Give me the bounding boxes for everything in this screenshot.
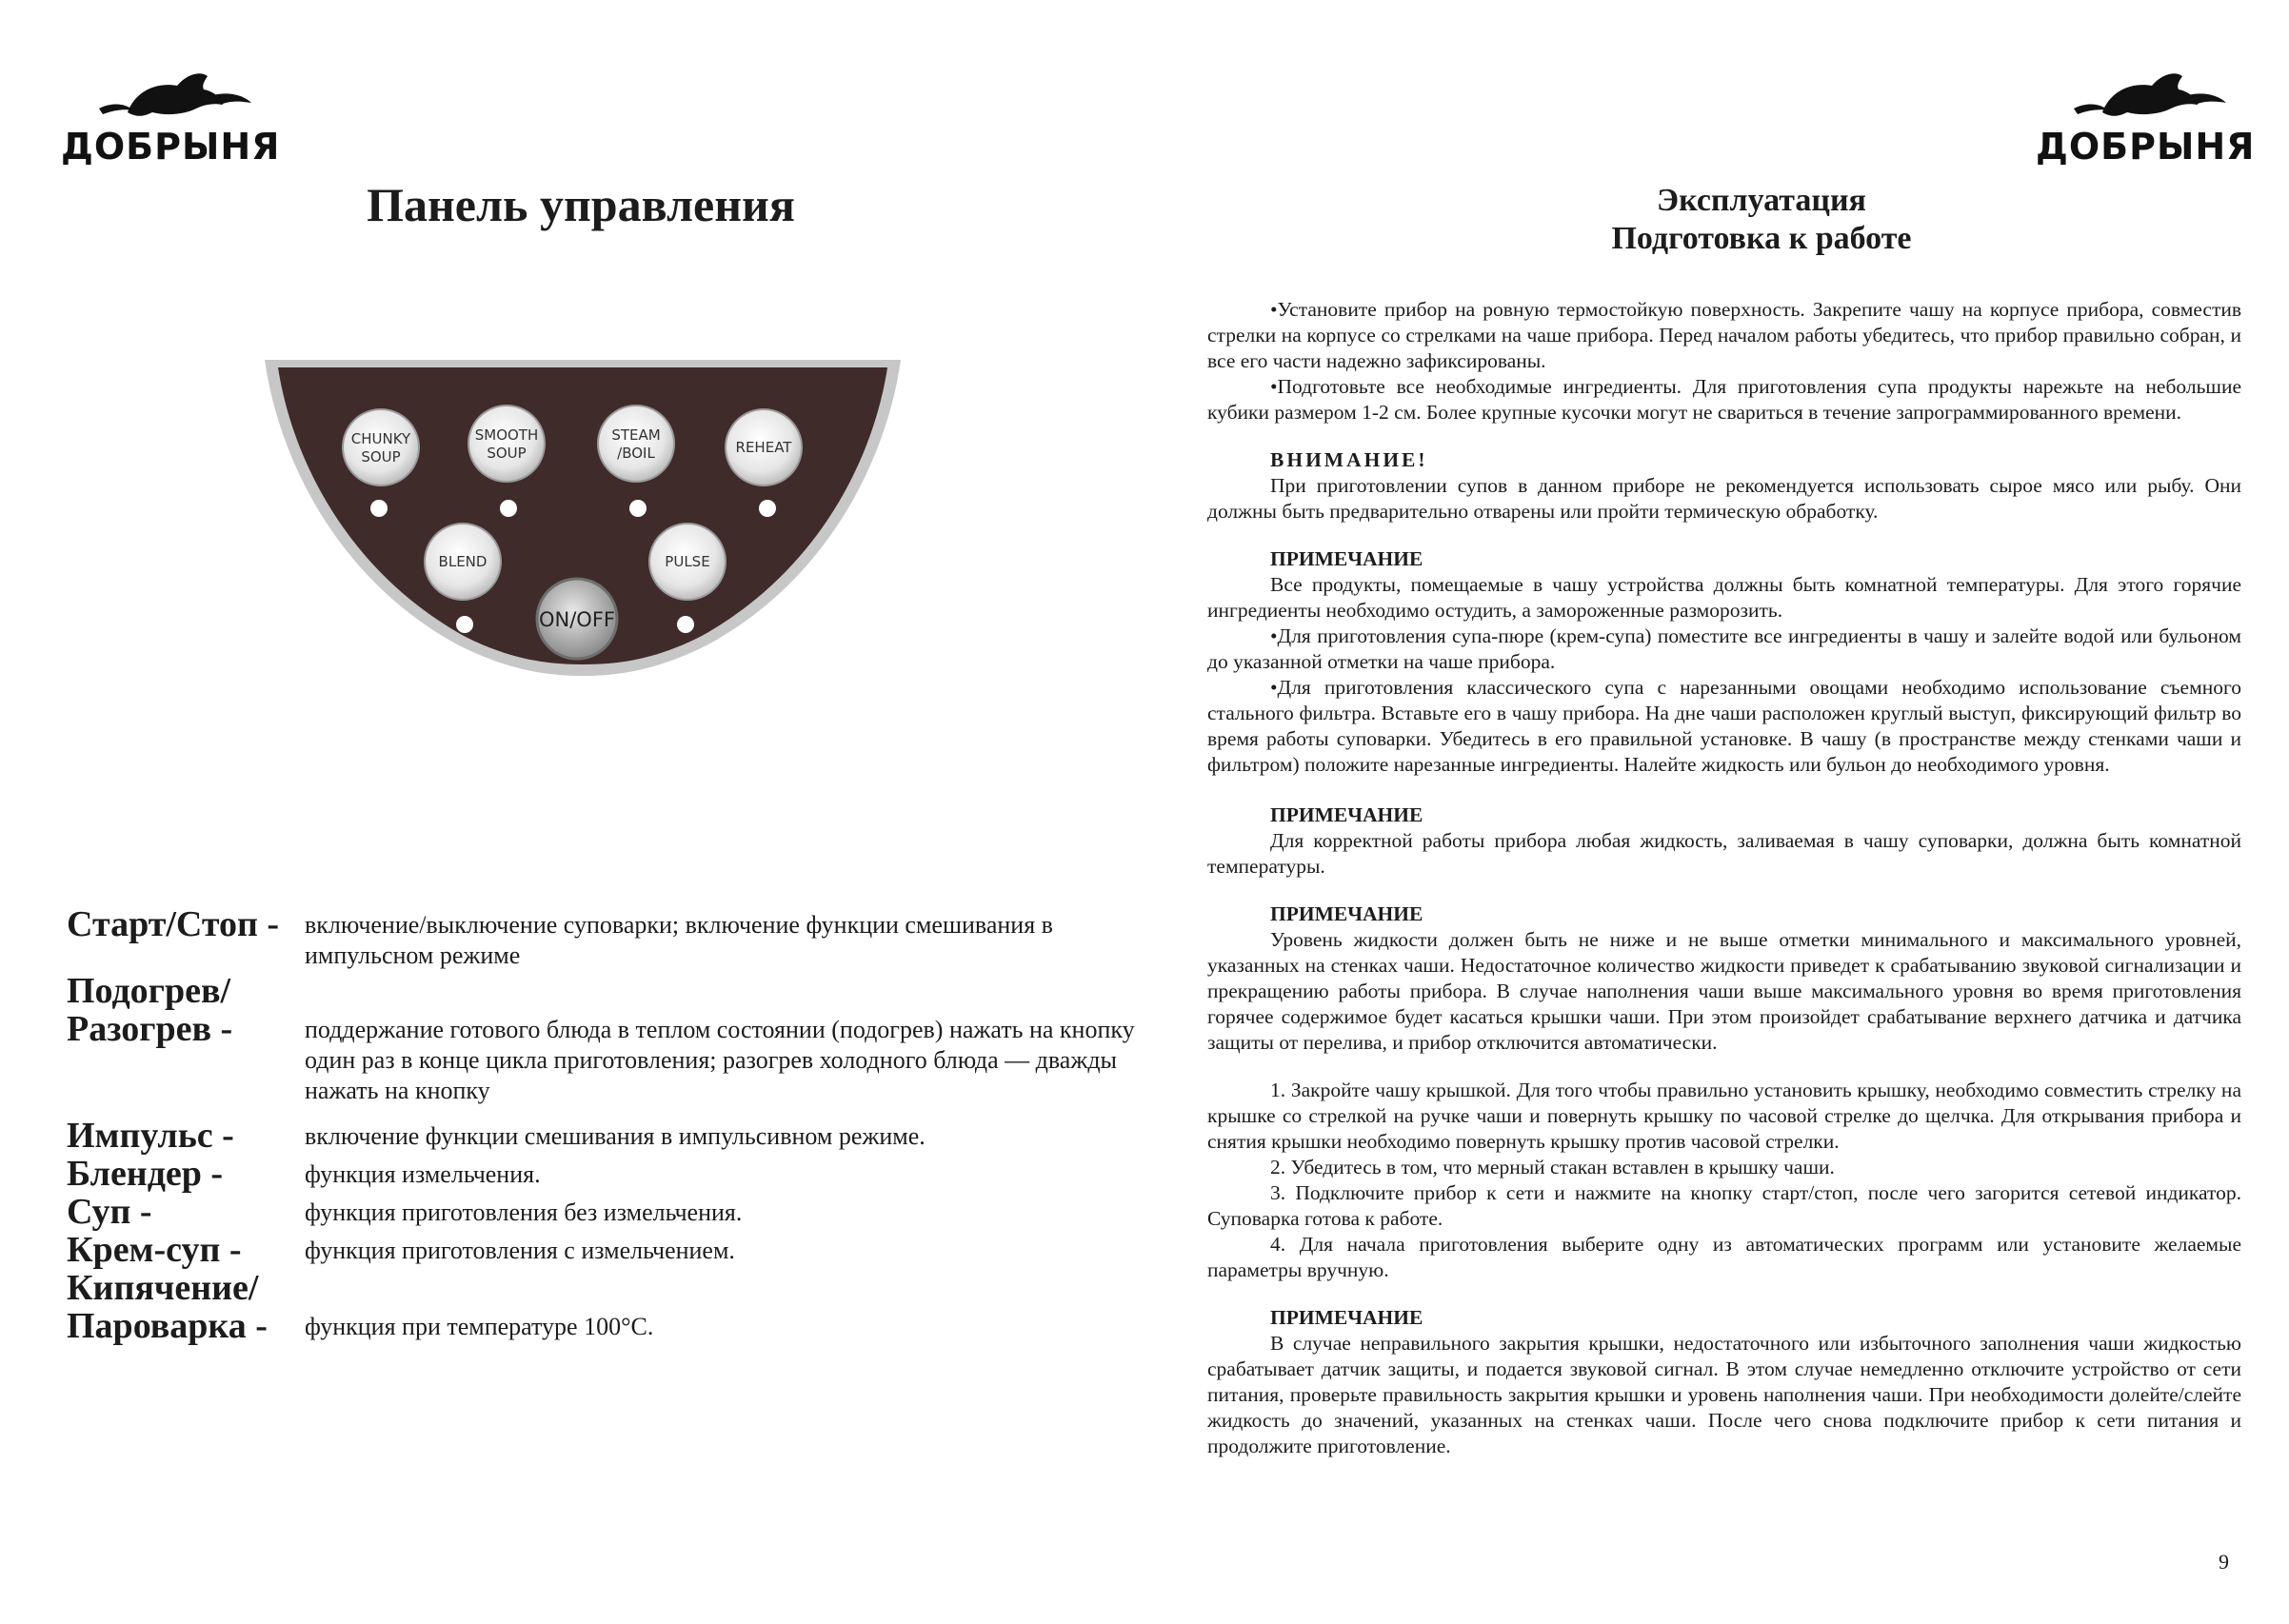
function-item [67,1230,1114,1268]
paragraph: В случае неправильного закрытия крышки, недостаточного или избыточного заполнения чаши жидкостью срабатывает датчик защиты, и подается звуковой сигнал. В этом случае немедленно отключите устройство от сети питания, проверьте правильность закрытия крышки и уровень наполнения чаши. При необходимости долейте/слейте жидкость до значений, указанных на стенках чаши. После чего снова подключите прибор к сети питания и продолжите приготовление. [1207,1332,2241,1457]
indicator-light [370,500,388,517]
paragraph: При приготовлении супов в данном приборе не рекомендуется использовать сырое мясо или рыбу. Они должны быть предварительно отварены или пройти термическую обработку. [1207,474,2241,523]
function-term: Кипячение/ [67,1268,259,1308]
function-description: поддержание готового блюда в теплом состоянии (подогрев) нажать на кнопку один раз в конце цикла приготовления; разогрев холодного блюда — дважды нажать на кнопку [305,1016,1135,1104]
page-number: 9 [2219,1550,2229,1574]
chunky-soup-button[interactable] [343,409,419,485]
page-title-left: Панель управления [367,178,795,231]
indicator-light [759,500,776,517]
button-label: REHEAT [735,439,792,456]
reheat-button[interactable] [726,409,802,485]
note-heading: ПРИМЕЧАНИЕ [1270,547,1423,570]
section-title: Эксплуатация [1657,183,1866,218]
paragraph: Для корректной работы прибора любая жидкость, заливаемая в чашу суповарки, должна быть комнатной температуры. [1207,829,2241,878]
button-label: BLEND [438,553,488,570]
brand-logo-right [2036,53,2256,168]
indicator-light [677,616,694,633]
smooth-soup-button[interactable] [468,406,545,482]
function-description: функция приготовления без измельчения. [305,1198,743,1226]
function-term: Крем-суп - [67,1230,242,1270]
function-term: Старт/Стоп - [67,904,280,944]
step-item: 2. Убедитесь в том, что мерный стакан вставлен в крышку чаши. [1270,1156,1835,1178]
function-item [67,904,1114,971]
function-list [67,904,1135,1346]
note-heading: ПРИМЕЧАНИЕ [1270,1306,1423,1329]
function-term: Подогрев/ [67,971,231,1011]
steam-boil-button[interactable] [598,406,674,482]
paragraph: •Установите прибор на ровную термостойкую поверхность. Закрепите чашу на корпусе прибора, совместив стрелки на корпусе со стрелками на чаше прибора. Перед началом работы убедитесь, что прибор правильно собран, и все его части надежно зафиксированы. [1207,298,2241,372]
note-heading: ПРИМЕЧАНИЕ [1270,902,1423,925]
warning-heading: ВНИМАНИЕ! [1270,448,1428,471]
section-subtitle: Подготовка к работе [1611,221,1912,256]
button-label: ON/OFF [538,608,616,631]
function-item [67,1009,1135,1116]
function-term: Блендер - [67,1154,224,1194]
button-label: SMOOTH [474,426,539,444]
step-item: 3. Подключите прибор к сети и нажмите на кнопку старт/стоп, после чего загорится сетевой индикатор. Суповарка готова к работе. [1207,1181,2241,1230]
pulse-button[interactable] [649,524,726,600]
button-label: SOUP [361,448,401,465]
brand-logo-left [61,53,281,168]
step-item: 4. Для начала приготовления выберите одну из автоматических программ или установите желаемые параметры вручную. [1207,1233,2241,1281]
function-item [67,1154,1114,1192]
button-label: /BOIL [617,445,655,462]
button-label: CHUNKY [350,430,411,447]
function-item [67,1306,1114,1344]
function-description: функция при температуре 100°С. [305,1313,654,1340]
function-item [67,971,1114,1009]
paragraph: Уровень жидкости должен быть не ниже и не выше отметки минимального и максимального уровней, указанных на стенках чаши. Недостаточное количество жидкости приведет к срабатыванию звуковой сигнализации и прекращению работы прибора. В случае наполнения чаши выше максимального уровня во время приготовления горячее содержимое будет касаться крышки чаши. При этом произойдет срабатывание верхнего датчика и датчика защиты от перелива, и прибор отключится автоматически. [1207,928,2241,1054]
control-panel-diagram [259,341,906,693]
indicator-light [456,616,473,633]
function-term: Импульс - [67,1116,234,1156]
function-item [67,1116,1114,1154]
function-term: Суп - [67,1192,152,1232]
note-heading: ПРИМЕЧАНИЕ [1270,803,1423,826]
function-item [67,1268,1114,1306]
brand-name: ДОБРЫНЯ [2036,126,2256,168]
function-description: функция приготовления с измельчением. [305,1237,735,1264]
function-description: включение функции смешивания в импульсивном режиме. [305,1122,926,1150]
button-label: STEAM [611,426,661,444]
instructions-body [1207,297,2241,1459]
function-item [67,1192,1114,1230]
indicator-light [500,500,517,517]
step-item: 1. Закройте чашу крышкой. Для того чтобы правильно установить крышку, необходимо совместить стрелку на крышке со стрелкой на ручке чаши и повернуть крышку по часовой стрелке до щелчка. Для открывания прибора и снятия крышки необходимо повернуть крышку против часовой стрелки. [1207,1079,2241,1153]
function-term: Разогрев - [67,1009,233,1049]
brand-name: ДОБРЫНЯ [61,126,281,168]
paragraph: •Для приготовления классического супа с нарезанными овощами необходимо использование съемного стального фильтра. Вставьте его в чашу прибора. На дне чаши расположен круглый выступ, фиксирующий фильтр во время работы суповарки. Убедитесь в его правильной установке. В чашу (в пространстве между стенками чаши и фильтром) положите нарезанные ингредиенты. Налейте жидкость или бульон до необходимого уровня. [1207,676,2241,776]
button-label: PULSE [665,553,710,570]
function-description: функция измельчения. [305,1160,541,1188]
on-off-button[interactable] [537,579,617,659]
paragraph: •Подготовьте все необходимые ингредиенты. Для приготовления супа продукты нарежьте на небольшие кубики размером 1-2 см. Более крупные кусочки могут не свариться в течение запрограммированного времени. [1207,375,2241,424]
blend-button[interactable] [425,524,501,600]
function-description: включение/выключение суповарки; включение функции смешивания в импульсном режиме [305,911,1053,969]
indicator-light [629,500,647,517]
button-label: SOUP [487,445,527,462]
paragraph: Все продукты, помещаемые в чашу устройства должны быть комнатной температуры. Для этого горячие ингредиенты необходимо остудить, а замороженные разморозить. [1207,573,2241,622]
function-term: Пароварка - [67,1306,268,1346]
paragraph: •Для приготовления супа-пюре (крем-супа) поместите все ингредиенты в чашу и залейте водой или бульоном до указанной отметки на чаше прибора. [1207,624,2241,673]
